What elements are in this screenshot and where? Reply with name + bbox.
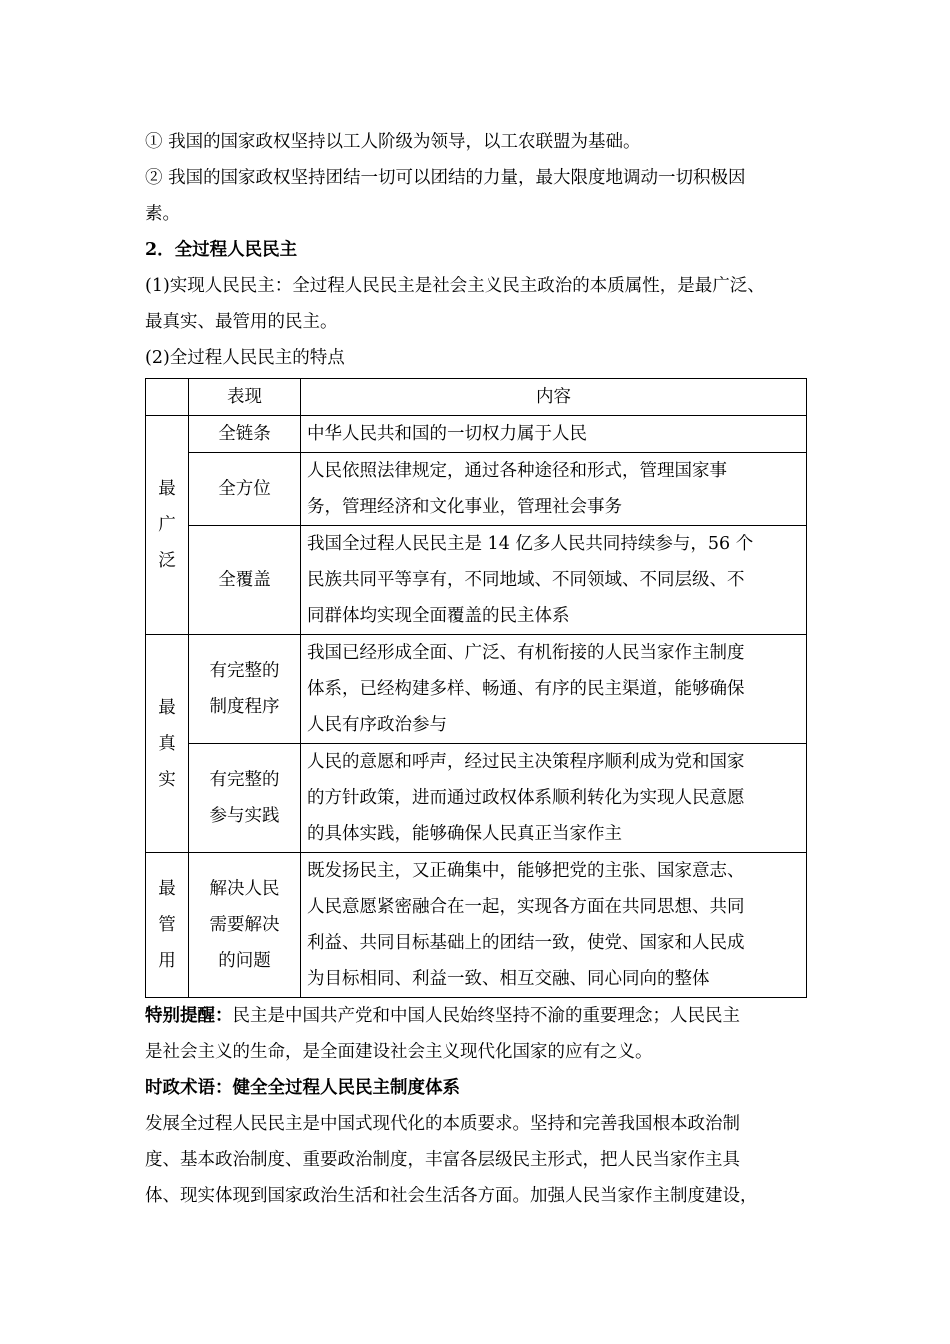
- content-line: 民族共同平等享有，不同地域、不同领域、不同层级、不: [307, 570, 745, 590]
- feature-line: 的问题: [218, 951, 271, 971]
- content-line: 中华人民共和国的一切权力属于人民: [307, 424, 587, 444]
- feature-line: 全方位: [218, 479, 271, 499]
- group-label-cell: [146, 853, 189, 998]
- table-body: [146, 416, 807, 998]
- intro-item-2-line-2: 素。: [145, 204, 180, 224]
- table-row: [146, 526, 807, 635]
- table-row: [146, 453, 807, 526]
- feature-cell: [189, 744, 301, 853]
- special-reminder-line-2: 是社会主义的生命，是全面建设社会主义现代化国家的应有之义。: [145, 1042, 653, 1062]
- section-paragraph-2: (2)全过程人民民主的特点: [145, 348, 345, 368]
- feature-line: 有完整的: [209, 661, 280, 681]
- document-page: [145, 124, 807, 1214]
- content-line: 既发扬民主，又正确集中，能够把党的主张、国家意志、: [307, 861, 745, 881]
- feature-cell: [189, 453, 301, 526]
- content-line: 体系，已经构建多样、畅通、有序的民主渠道，能够确保: [307, 679, 745, 699]
- content-cell: [301, 416, 807, 453]
- content-line: 人民有序政治参与: [307, 715, 447, 735]
- special-reminder-line-1: 民主是中国共产党和中国人民始终坚持不渝的重要理念；人民民主: [232, 1006, 740, 1026]
- feature-line: 全覆盖: [218, 570, 271, 590]
- content-line: 我国全过程人民民主是 14 亿多人民共同持续参与，56 个: [307, 534, 754, 554]
- group-label-char: 真: [158, 733, 176, 754]
- intro-item-2-line-1: ② 我国的国家政权坚持团结一切可以团结的力量，最大限度地调动一切积极因: [145, 168, 746, 188]
- feature-line: 参与实践: [209, 806, 280, 826]
- feature-line: 解决人民: [209, 879, 280, 899]
- content-cell: [301, 453, 807, 526]
- section-paragraph-1-line-2: 最真实、最管用的民主。: [145, 312, 338, 332]
- group-label-char: 泛: [158, 551, 176, 571]
- content-line: 同群体均实现全面覆盖的民主体系: [307, 606, 570, 626]
- intro-item-1: ① 我国的国家政权坚持以工人阶级为领导，以工农联盟为基础。: [145, 132, 641, 152]
- content-line: 的具体实践，能够确保人民真正当家作主: [307, 824, 622, 844]
- table-header-row: [146, 379, 807, 416]
- content-cell: [301, 744, 807, 853]
- group-label-cell: [146, 416, 189, 635]
- table-header-content: 内容: [301, 379, 807, 416]
- content-line: 人民依照法律规定，通过各种途径和形式，管理国家事: [307, 461, 727, 481]
- group-label-cell: [146, 635, 189, 853]
- group-label-char: 广: [158, 515, 176, 535]
- content-line: 的方针政策，进而通过政权体系顺利转化为实现人民意愿: [307, 788, 745, 808]
- section-heading: 2．全过程人民民主: [145, 240, 298, 260]
- group-label-char: 实: [158, 769, 176, 790]
- feature-line: 全链条: [218, 424, 271, 444]
- content-cell: [301, 853, 807, 998]
- group-label-char: 最: [158, 697, 176, 718]
- group-label-char: 最: [158, 479, 176, 499]
- special-reminder: [145, 998, 807, 1034]
- feature-line: 有完整的: [209, 770, 280, 790]
- feature-line: 制度程序: [209, 697, 280, 717]
- special-reminder-label: 特别提醒：: [145, 1006, 233, 1026]
- content-line: 人民的意愿和呼声，经过民主决策程序顺利成为党和国家: [307, 752, 745, 772]
- term-heading: 时政术语：健全全过程人民民主制度体系: [145, 1078, 460, 1098]
- feature-cell: [189, 526, 301, 635]
- content-cell: [301, 526, 807, 635]
- feature-cell: [189, 635, 301, 744]
- table-header-feature: 表现: [189, 379, 301, 416]
- term-line-1: 发展全过程人民民主是中国式现代化的本质要求。坚持和完善我国根本政治制: [145, 1114, 740, 1134]
- content-line: 为目标相同、利益一致、相互交融、同心同向的整体: [307, 969, 710, 989]
- content-line: 我国已经形成全面、广泛、有机衔接的人民当家作主制度: [307, 643, 745, 663]
- term-line-2: 度、基本政治制度、重要政治制度，丰富各层级民主形式，把人民当家作主具: [145, 1150, 740, 1170]
- feature-cell: [189, 416, 301, 453]
- feature-cell: [189, 853, 301, 998]
- features-table: [145, 378, 807, 998]
- content-line: 人民意愿紧密融合在一起，实现各方面在共同思想、共同: [307, 897, 745, 917]
- term-line-3: 体、现实体现到国家政治生活和社会生活各方面。加强人民当家作主制度建设，: [145, 1186, 758, 1206]
- table-row: [146, 416, 807, 453]
- section-paragraph-1-line-1: (1)实现人民民主：全过程人民民主是社会主义民主政治的本质属性，是最广泛、: [145, 276, 765, 296]
- content-line: 利益、共同目标基础上的团结一致，使党、国家和人民成: [307, 933, 745, 953]
- feature-line: 需要解决: [209, 915, 280, 935]
- content-line: 务，管理经济和文化事业，管理社会事务: [307, 497, 622, 517]
- table-row: [146, 853, 807, 998]
- content-cell: [301, 635, 807, 744]
- table-row: [146, 744, 807, 853]
- table-row: [146, 635, 807, 744]
- group-label-char: 用: [158, 951, 176, 971]
- group-label-char: 管: [158, 915, 176, 935]
- table-header-empty: [146, 379, 189, 416]
- group-label-char: 最: [158, 879, 176, 899]
